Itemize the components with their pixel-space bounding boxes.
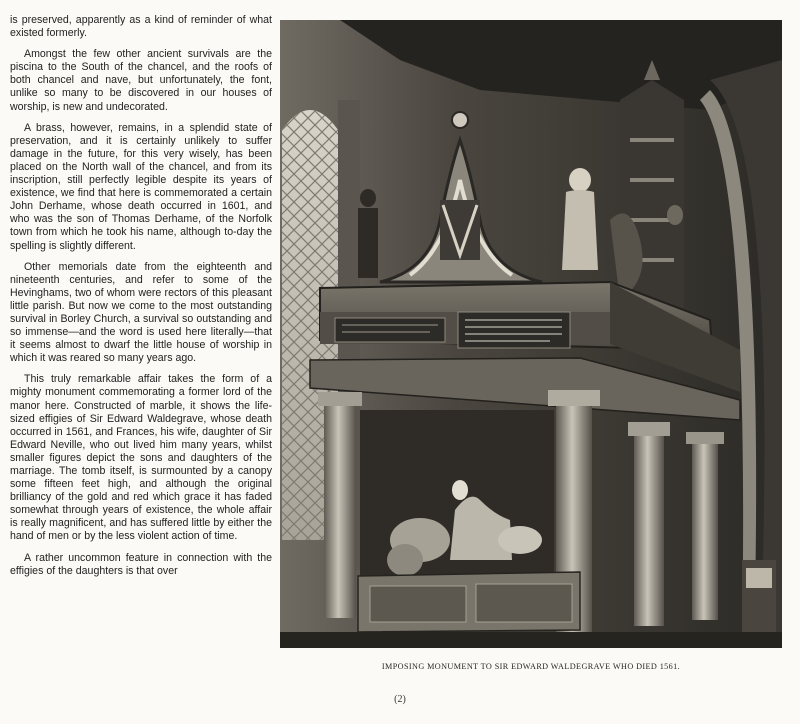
page-number: (2) [394, 694, 406, 705]
monument-photograph [280, 20, 782, 648]
article-paragraph: A brass, however, remains, in a splendid state of preservation, and it is certainly unlikely to suffer damage in the future, for this very wisely, has been placed on the North wall of the chancel, and from its inscription, still perfectly legible despite its years of existence, we find that here is commemorated a certain John Derhame, whose death occurred in 1601, and who was the son of Thomas Derhame, of the Norfolk town from which he took his name, although to-day the spelling is slightly different. [10, 121, 272, 252]
article-paragraph: Other memorials date from the eighteenth and nineteenth centuries, and refer to some of the Hevinghams, two of whom were rectors of this pleasant little parish. But now we come to the most outstanding survival in Borley Church, a survival so outstanding and so immense—and the word is used here literally—that it seems almost to dwarf the little house of worship in which it was reared so many years ago. [10, 260, 272, 365]
photo-caption: IMPOSING MONUMENT TO SIR EDWARD WALDEGRAVE WHO DIED 1561. [381, 662, 681, 671]
article-paragraph: is preserved, apparently as a kind of reminder of what existed formerly. [10, 14, 272, 40]
article-text-column [10, 14, 272, 586]
article-paragraph: A rather uncommon feature in connection with the effigies of the daughters is that over [10, 551, 272, 577]
article-paragraph: This truly remarkable affair takes the form of a mighty monument commemorating a former lord of the manor here. Constructed of marble, it shows the life-sized effigies of Sir Edward Waldegrave, whose death occurred in 1561, and Frances, his wife, daughter of Sir Edward Neville, who out lived him many years, whilst smaller figures depict the sons and daughters of the marriage. The tomb itself, is surmounted by a canopy some fifteen feet high, and although the original brilliancy of the gold and red which grace it has faded somewhat through years of existence, the whole affair is really magnificent, and has suffered little by either the hand of men or by the less violent action of time. [10, 373, 272, 543]
article-paragraph: Amongst the few other ancient survivals are the piscina to the South of the chancel, and the roofs of both chancel and nave, but unfortunately, the font, unlike so many to be discovered in our houses of worship, is new and undecorated. [10, 48, 272, 113]
